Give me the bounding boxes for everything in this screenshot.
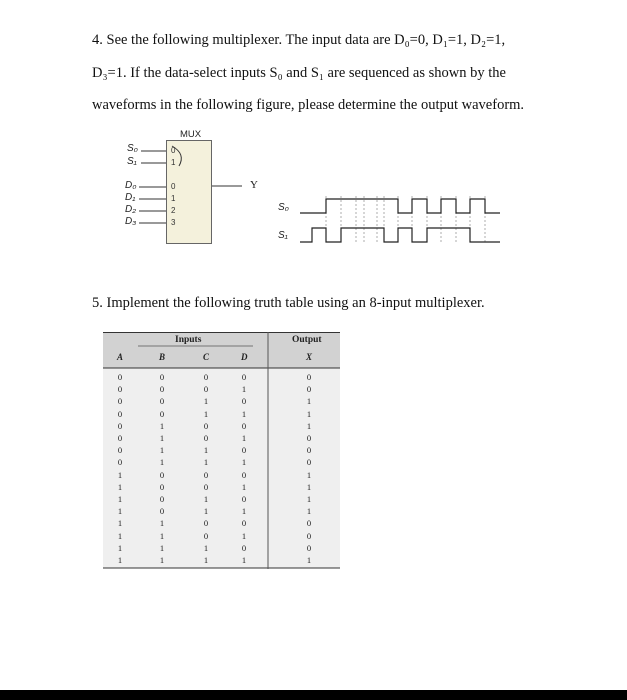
cell-d: 0 bbox=[241, 469, 247, 480]
cell-x: 1 bbox=[306, 481, 312, 492]
cell-b: 0 bbox=[159, 396, 165, 407]
cell-a: 0 bbox=[117, 408, 123, 419]
cell-d: 1 bbox=[241, 530, 247, 541]
cell-x: 0 bbox=[306, 384, 312, 395]
cell-a: 1 bbox=[117, 518, 123, 529]
cell-b: 1 bbox=[159, 457, 165, 468]
col-header-d: D bbox=[241, 352, 248, 362]
cell-x: 0 bbox=[306, 530, 312, 541]
cell-x: 0 bbox=[306, 433, 312, 443]
cell-b: 1 bbox=[159, 433, 165, 443]
cell-x: 0 bbox=[306, 445, 312, 456]
cell-b: 1 bbox=[159, 555, 165, 565]
inputs-header: Inputs bbox=[175, 335, 202, 345]
cell-d: 0 bbox=[241, 372, 247, 382]
time-markers bbox=[326, 196, 485, 242]
cell-a: 0 bbox=[117, 445, 123, 456]
data-label-d3: D₃ bbox=[125, 216, 137, 227]
cell-c: 1 bbox=[203, 542, 209, 553]
data-pin-0: 0 bbox=[171, 182, 176, 191]
data-pin-3: 3 bbox=[171, 218, 176, 227]
select-pin-1: 1 bbox=[171, 158, 176, 167]
select-label-s1: S₁ bbox=[127, 156, 137, 167]
cell-a: 1 bbox=[117, 469, 123, 480]
cell-c: 1 bbox=[203, 506, 209, 517]
mux-title: MUX bbox=[180, 129, 202, 140]
truth-table bbox=[103, 332, 340, 569]
cell-x: 0 bbox=[306, 457, 312, 468]
cell-a: 0 bbox=[117, 433, 123, 443]
cell-a: 1 bbox=[117, 494, 123, 504]
cell-d: 0 bbox=[241, 396, 247, 407]
cell-d: 0 bbox=[241, 494, 247, 504]
cell-d: 1 bbox=[241, 384, 247, 395]
col-header-x: X bbox=[306, 352, 313, 362]
cell-c: 0 bbox=[203, 518, 209, 529]
cell-d: 1 bbox=[241, 555, 247, 565]
cell-d: 0 bbox=[241, 542, 247, 553]
cell-c: 0 bbox=[203, 469, 209, 480]
q5-text: 5. Implement the following truth table using an 8-input multiplexer. bbox=[92, 295, 485, 311]
q4-line-1: 4. See the following multiplexer. The input data are D₀=0, D₁=1, D₂=1, bbox=[92, 32, 506, 48]
waveform-label-s0: S₀ bbox=[278, 202, 289, 213]
bottom-bar bbox=[0, 690, 627, 700]
cell-c: 1 bbox=[203, 457, 209, 468]
cell-c: 0 bbox=[203, 481, 209, 492]
cell-b: 1 bbox=[159, 420, 165, 431]
data-pin-2: 2 bbox=[171, 206, 176, 215]
cell-a: 1 bbox=[117, 506, 123, 517]
cell-d: 1 bbox=[241, 433, 247, 443]
cell-b: 1 bbox=[159, 530, 165, 541]
cell-c: 1 bbox=[203, 445, 209, 456]
cell-c: 0 bbox=[203, 420, 209, 431]
cell-x: 1 bbox=[306, 469, 312, 480]
cell-c: 1 bbox=[203, 396, 209, 407]
cell-d: 0 bbox=[241, 420, 247, 431]
select-pin-0: 0 bbox=[171, 146, 176, 155]
cell-b: 0 bbox=[159, 408, 165, 419]
s0-waveform bbox=[300, 199, 500, 213]
cell-b: 0 bbox=[159, 384, 165, 395]
select-label-s0: S₀ bbox=[127, 143, 138, 154]
output-header: Output bbox=[292, 335, 322, 345]
cell-c: 1 bbox=[203, 408, 209, 419]
cell-x: 0 bbox=[306, 372, 312, 382]
data-pin-1: 1 bbox=[171, 194, 176, 203]
cell-b: 0 bbox=[159, 372, 165, 382]
output-label-y: Y bbox=[250, 179, 258, 191]
cell-b: 0 bbox=[159, 494, 165, 504]
cell-a: 0 bbox=[117, 457, 123, 468]
cell-x: 1 bbox=[306, 420, 312, 431]
col-header-b: B bbox=[159, 352, 166, 362]
s1-waveform bbox=[300, 228, 500, 242]
cell-c: 0 bbox=[203, 530, 209, 541]
cell-d: 1 bbox=[241, 457, 247, 468]
cell-a: 1 bbox=[117, 481, 123, 492]
cell-x: 1 bbox=[306, 555, 312, 565]
cell-c: 1 bbox=[203, 494, 209, 504]
cell-a: 1 bbox=[117, 555, 123, 565]
cell-c: 0 bbox=[203, 372, 209, 382]
cell-d: 1 bbox=[241, 506, 247, 517]
cell-b: 0 bbox=[159, 506, 165, 517]
q4-line-2: D₃=1. If the data-select inputs S₀ and S₁ are sequenced as shown by the bbox=[92, 65, 506, 81]
cell-c: 1 bbox=[203, 555, 209, 565]
cell-b: 1 bbox=[159, 518, 165, 529]
cell-d: 0 bbox=[241, 518, 247, 529]
cell-x: 1 bbox=[306, 396, 312, 407]
cell-d: 1 bbox=[241, 481, 247, 492]
cell-a: 0 bbox=[117, 420, 123, 431]
cell-a: 0 bbox=[117, 384, 123, 395]
col-header-a: A bbox=[117, 352, 124, 362]
cell-x: 0 bbox=[306, 542, 312, 553]
data-label-d1: D₁ bbox=[125, 192, 136, 203]
cell-c: 0 bbox=[203, 384, 209, 395]
cell-a: 1 bbox=[117, 542, 123, 553]
cell-d: 1 bbox=[241, 408, 247, 419]
q4-line-3: waveforms in the following figure, please determine the output waveform. bbox=[92, 97, 525, 113]
cell-x: 0 bbox=[306, 518, 312, 529]
cell-x: 1 bbox=[306, 506, 312, 517]
cell-a: 0 bbox=[117, 396, 123, 407]
cell-b: 0 bbox=[159, 469, 165, 480]
cell-a: 0 bbox=[117, 372, 123, 382]
cell-d: 0 bbox=[241, 445, 247, 456]
cell-x: 1 bbox=[306, 408, 312, 419]
col-header-c: C bbox=[203, 352, 210, 362]
cell-x: 1 bbox=[306, 494, 312, 504]
waveform-label-s1: S₁ bbox=[278, 230, 288, 241]
cell-b: 1 bbox=[159, 542, 165, 553]
data-label-d0: D₀ bbox=[125, 180, 137, 191]
cell-b: 1 bbox=[159, 445, 165, 456]
data-label-d2: D₂ bbox=[125, 204, 137, 215]
cell-c: 0 bbox=[203, 433, 209, 443]
cell-b: 0 bbox=[159, 481, 165, 492]
cell-a: 1 bbox=[117, 530, 123, 541]
